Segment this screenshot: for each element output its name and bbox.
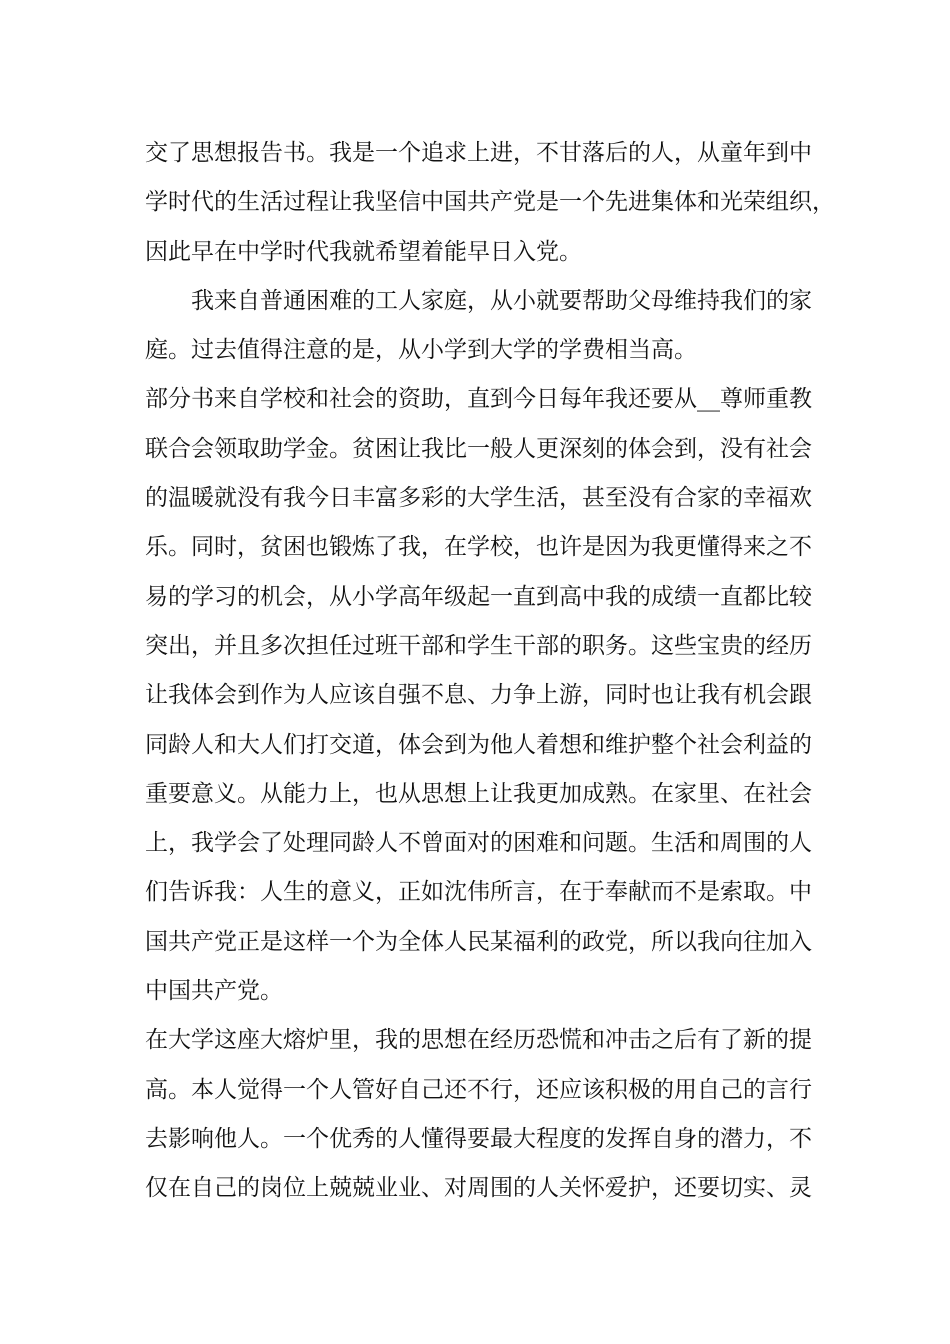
document-body	[145, 129, 835, 1214]
text-line: 重要意义。从能力上，也从思想上让我更加成熟。在家里、在社会	[145, 780, 812, 807]
text-line: 部分书来自学校和社会的资助，直到今日每年我还要从__尊师重教	[145, 386, 812, 413]
text-line: 我来自普通困难的工人家庭，从小就要帮助父母维持我们的家	[191, 287, 812, 314]
text-line: 高。本人觉得一个人管好自己还不行，还应该积极的用自己的言行	[145, 1076, 812, 1103]
text-line: 乐。同时，贫困也锻炼了我，在学校，也许是因为我更懂得来之不	[145, 534, 812, 561]
text-line: 同龄人和大人们打交道，体会到为他人着想和维护整个社会利益的	[145, 731, 812, 758]
text-line: 突出，并且多次担任过班干部和学生干部的职务。这些宝贵的经历	[145, 632, 812, 659]
text-line: 因此早在中学时代我就希望着能早日入党。	[145, 238, 582, 265]
text-line: 仅在自己的岗位上兢兢业业、对周围的人关怀爱护，还要切实、灵	[145, 1175, 812, 1202]
text-line: 国共产党正是这样一个为全体人民某福利的政党，所以我向往加入	[145, 928, 812, 955]
text-line: 上，我学会了处理同龄人不曾面对的困难和问题。生活和周围的人	[145, 830, 812, 857]
text-line: 中国共产党。	[145, 978, 283, 1005]
text-line: 去影响他人。一个优秀的人懂得要最大程度的发挥自身的潜力，不	[145, 1125, 812, 1152]
text-line: 们告诉我：人生的意义，正如沈伟所言，在于奉献而不是索取。中	[145, 879, 812, 906]
text-line: 的温暖就没有我今日丰富多彩的大学生活，甚至没有合家的幸福欢	[145, 485, 812, 512]
text-line: 让我体会到作为人应该自强不息、力争上游，同时也让我有机会跟	[145, 682, 812, 709]
text-line: 学时代的生活过程让我坚信中国共产党是一个先进集体和光荣组织，	[145, 189, 835, 216]
text-line: 易的学习的机会，从小学高年级起一直到高中我的成绩一直都比较	[145, 583, 812, 610]
text-line: 联合会领取助学金。贫困让我比一般人更深刻的体会到，没有社会	[145, 435, 812, 462]
text-line: 交了思想报告书。我是一个追求上进，不甘落后的人，从童年到中	[145, 140, 812, 166]
text-line: 在大学这座大熔炉里，我的思想在经历恐慌和冲击之后有了新的提	[145, 1027, 812, 1054]
text-line: 庭。过去值得注意的是，从小学到大学的学费相当高。	[145, 337, 697, 364]
